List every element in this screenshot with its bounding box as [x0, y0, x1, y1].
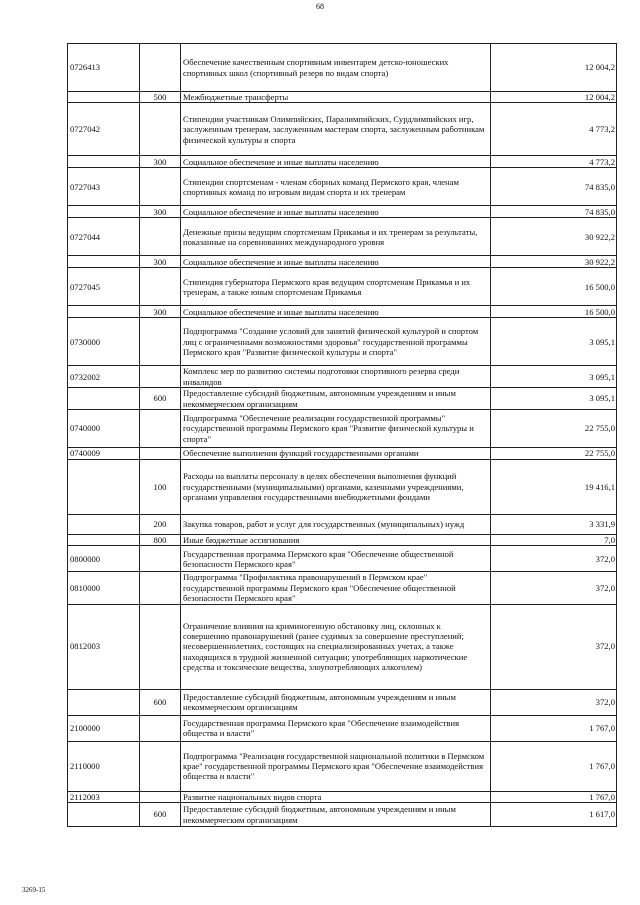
row-amount: 22 755,0: [491, 410, 617, 448]
row-code: 0730000: [68, 318, 140, 366]
row-expense-type: 300: [140, 256, 181, 268]
table-row: [68, 535, 617, 546]
row-expense-type: [140, 44, 181, 92]
row-amount: 7,0: [491, 535, 617, 546]
row-code: [68, 689, 140, 715]
table-row: [68, 318, 617, 366]
row-amount: 3 095,1: [491, 388, 617, 410]
row-name: Государственная программа Пермского края "Обеспечение взаимодействия общества и власти": [181, 715, 491, 741]
row-expense-type: [140, 741, 181, 791]
row-code: [68, 388, 140, 410]
table-row: [68, 306, 617, 318]
row-amount: 1 617,0: [491, 803, 617, 827]
row-expense-type: 600: [140, 689, 181, 715]
row-amount: 16 500,0: [491, 268, 617, 306]
row-name: Социальное обеспечение и иные выплаты населению: [181, 306, 491, 318]
page-number: 68: [316, 2, 324, 11]
row-name: Предоставление субсидий бюджетным, автономным учреждениям и иным некоммерческим организациям: [181, 388, 491, 410]
row-expense-type: [140, 268, 181, 306]
row-expense-type: [140, 366, 181, 388]
row-name: Денежные призы ведущим спортсменам Прикамья и их тренерам за результаты, показанные на соревнованиях международного уровня: [181, 218, 491, 256]
row-code: 0800000: [68, 546, 140, 572]
row-expense-type: 300: [140, 156, 181, 168]
row-name: Иные бюджетные ассигнования: [181, 535, 491, 546]
row-amount: 3 331,9: [491, 515, 617, 535]
table-row: [68, 256, 617, 268]
row-amount: 4 773,2: [491, 156, 617, 168]
row-expense-type: [140, 715, 181, 741]
row-name: Межбюджетные трансферты: [181, 92, 491, 103]
row-name: Предоставление субсидий бюджетным, автономным учреждениям и иным некоммерческим организациям: [181, 803, 491, 827]
table-row: [68, 572, 617, 604]
row-amount: 1 767,0: [491, 741, 617, 791]
table-row: [68, 604, 617, 689]
row-amount: 12 004,2: [491, 92, 617, 103]
row-code: 0740009: [68, 448, 140, 460]
row-name: Закупка товаров, работ и услуг для государственных (муниципальных) нужд: [181, 515, 491, 535]
row-amount: 74 835,0: [491, 168, 617, 206]
table-row: [68, 92, 617, 103]
row-code: 0727043: [68, 168, 140, 206]
table-row: [68, 689, 617, 715]
row-expense-type: [140, 318, 181, 366]
row-name: Обеспечение качественным спортивным инвентарем детско-юношеских спортивных школ (спортивный резерв по видам спорта): [181, 44, 491, 92]
table-row: [68, 103, 617, 156]
table-row: [68, 791, 617, 802]
table-row: [68, 168, 617, 206]
row-name: Подпрограмма "Профилактика правонарушений в Пермском крае" государственной программы Пермского края "Обеспечение общественной безопасности Пермского края": [181, 572, 491, 604]
document-code: 3269-15: [22, 886, 46, 894]
row-amount: 372,0: [491, 546, 617, 572]
row-code: 0732002: [68, 366, 140, 388]
row-amount: 19 416,1: [491, 460, 617, 515]
row-code: [68, 460, 140, 515]
row-amount: 30 922,2: [491, 256, 617, 268]
table-row: [68, 460, 617, 515]
row-amount: 74 835,0: [491, 206, 617, 218]
row-amount: 3 095,1: [491, 318, 617, 366]
table-row: [68, 410, 617, 448]
row-code: 0812003: [68, 604, 140, 689]
row-code: [68, 535, 140, 546]
row-amount: 372,0: [491, 689, 617, 715]
row-expense-type: [140, 410, 181, 448]
row-amount: 1 767,0: [491, 791, 617, 802]
row-code: 2110000: [68, 741, 140, 791]
row-code: 0727044: [68, 218, 140, 256]
row-expense-type: 200: [140, 515, 181, 535]
row-expense-type: 800: [140, 535, 181, 546]
row-expense-type: [140, 546, 181, 572]
row-expense-type: 300: [140, 306, 181, 318]
table-row: [68, 206, 617, 218]
row-expense-type: [140, 572, 181, 604]
row-code: 2100000: [68, 715, 140, 741]
table-row: [68, 448, 617, 460]
table-row: [68, 546, 617, 572]
table-row: [68, 268, 617, 306]
budget-table: [67, 43, 617, 827]
row-expense-type: [140, 604, 181, 689]
row-expense-type: [140, 448, 181, 460]
table-row: [68, 156, 617, 168]
row-expense-type: [140, 168, 181, 206]
row-code: [68, 803, 140, 827]
table-row: [68, 366, 617, 388]
row-name: Предоставление субсидий бюджетным, автономным учреждениям и иным некоммерческим организациям: [181, 689, 491, 715]
row-name: Подпрограмма "Создание условий для занятий физической культурой и спортом лиц с ограниченными возможностями здоровья" государственной программы Пермского края "Развитие физической культуры и спорта": [181, 318, 491, 366]
row-name: Стипендия губернатора Пермского края ведущим спортсменам Прикамья и их тренерам, а также юным спортсменам Прикамья: [181, 268, 491, 306]
table-row: [68, 388, 617, 410]
row-name: Социальное обеспечение и иные выплаты населению: [181, 206, 491, 218]
row-expense-type: [140, 103, 181, 156]
row-code: [68, 306, 140, 318]
row-expense-type: 600: [140, 388, 181, 410]
table-row: [68, 218, 617, 256]
budget-table-body: [68, 44, 617, 827]
row-name: Ограничение влияния на криминогенную обстановку лиц, склонных к совершению правонарушений (ранее судимых за совершение преступлений; несовершеннолетних, состоящих на специализированных учетах, а также находящихся в трудной жизненной ситуации; употребляющих наркотические средства и токсические вещества, злоупотребляющих алкоголем): [181, 604, 491, 689]
row-name: Стипендии спортсменам - членам сборных команд Пермского края, членам спортивных команд по игровым видам спорта и их тренерам: [181, 168, 491, 206]
row-code: [68, 515, 140, 535]
table-row: [68, 741, 617, 791]
row-code: 0810000: [68, 572, 140, 604]
row-amount: 22 755,0: [491, 448, 617, 460]
row-amount: 12 004,2: [491, 44, 617, 92]
row-code: 0727045: [68, 268, 140, 306]
row-code: [68, 206, 140, 218]
row-name: Комплекс мер по развитию системы подготовки спортивного резерва среди инвалидов: [181, 366, 491, 388]
row-amount: 16 500,0: [491, 306, 617, 318]
row-name: Стипендии участникам Олимпийских, Паралимпийских, Сурдлимпийских игр, заслуженным тренерам, заслуженным мастерам спорта, заслуженным работникам физической культуры и спорта: [181, 103, 491, 156]
row-code: [68, 156, 140, 168]
row-name: Подпрограмма "Реализация государственной национальной политики в Пермском крае" государственной программы Пермского края "Обеспечение взаимодействия общества и власти": [181, 741, 491, 791]
row-code: 0740000: [68, 410, 140, 448]
row-name: Социальное обеспечение и иные выплаты населению: [181, 156, 491, 168]
row-expense-type: [140, 218, 181, 256]
row-expense-type: 500: [140, 92, 181, 103]
table-row: [68, 803, 617, 827]
row-amount: 30 922,2: [491, 218, 617, 256]
row-code: [68, 92, 140, 103]
row-expense-type: 100: [140, 460, 181, 515]
row-name: Развитие национальных видов спорта: [181, 791, 491, 802]
row-amount: 372,0: [491, 604, 617, 689]
row-name: Расходы на выплаты персоналу в целях обеспечения выполнения функций государственными (муниципальными) органами, казенными учреждениями, органами управления государственными внебюджетными фондами: [181, 460, 491, 515]
table-row: [68, 515, 617, 535]
row-name: Государственная программа Пермского края "Обеспечение общественной безопасности Пермского края": [181, 546, 491, 572]
row-name: Социальное обеспечение и иные выплаты населению: [181, 256, 491, 268]
row-code: 2112003: [68, 791, 140, 802]
row-expense-type: 300: [140, 206, 181, 218]
row-code: 0726413: [68, 44, 140, 92]
row-expense-type: 600: [140, 803, 181, 827]
row-code: [68, 256, 140, 268]
row-amount: 1 767,0: [491, 715, 617, 741]
table-row: [68, 715, 617, 741]
row-name: Подпрограмма "Обеспечение реализации государственной программы" государственной программы Пермского края "Развитие физической культуры и спорта": [181, 410, 491, 448]
row-code: 0727042: [68, 103, 140, 156]
row-expense-type: [140, 791, 181, 802]
row-amount: 372,0: [491, 572, 617, 604]
table-row: [68, 44, 617, 92]
row-amount: 4 773,2: [491, 103, 617, 156]
row-name: Обеспечение выполнения функций государственными органами: [181, 448, 491, 460]
row-amount: 3 095,1: [491, 366, 617, 388]
